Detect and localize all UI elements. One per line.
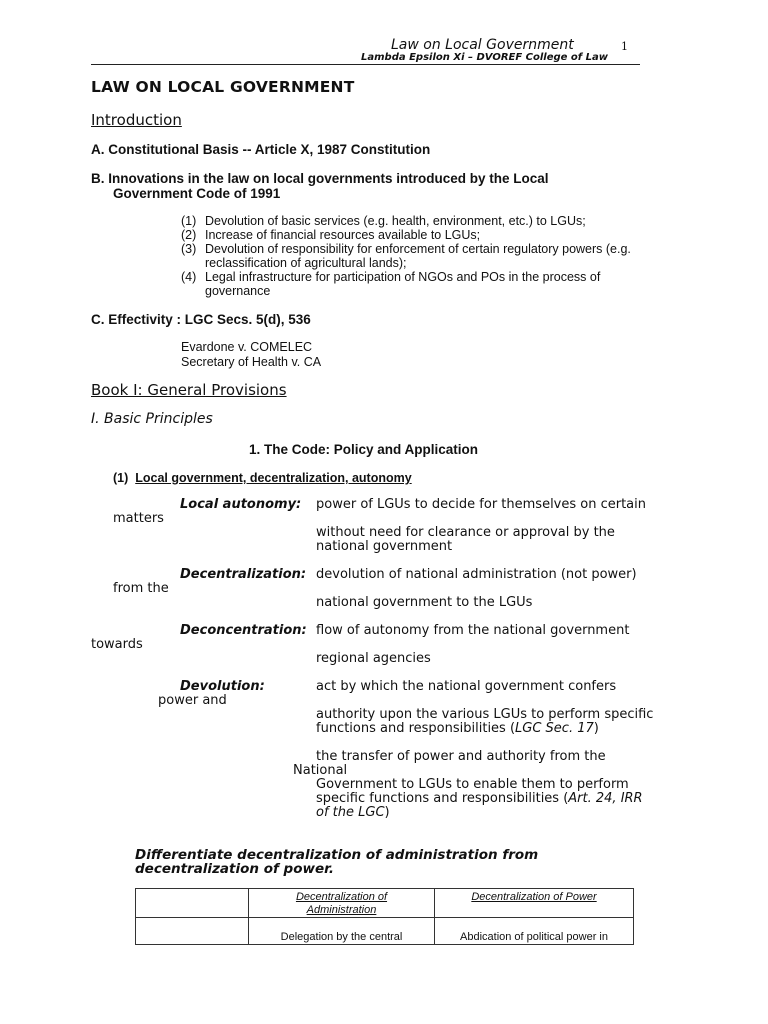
question-line1: Differentiate decentralization of administration from	[135, 847, 539, 863]
citation: LGC Sec. 17	[515, 721, 594, 736]
introduction-heading: Introduction	[91, 111, 182, 129]
term-devolution: Devolution:	[180, 679, 265, 694]
list-item-text-continued: reclassification of agricultural lands);	[205, 256, 407, 270]
table-cell	[136, 918, 249, 945]
definition-text: national government	[316, 539, 453, 554]
citation: of the LGC	[316, 805, 385, 820]
page-number: 1	[621, 40, 628, 53]
definition-wrap: National	[293, 763, 348, 778]
definition-wrap: power and	[158, 693, 227, 708]
table-header-cell	[136, 889, 249, 918]
list-item-text: Devolution of responsibility for enforcement of certain regulatory powers (e.g.	[205, 242, 631, 256]
subheading	[113, 471, 412, 485]
list-item-number: (1)	[181, 214, 197, 228]
term-local-autonomy: Local autonomy:	[180, 497, 302, 512]
definition-text: specific functions and responsibilities (Art. 24, IRR	[316, 791, 643, 806]
table-header-cell: Decentralization of Administration	[249, 889, 435, 918]
definition-text: power of LGUs to decide for themselves on certain	[316, 497, 647, 512]
definition-wrap: towards	[91, 637, 143, 652]
definition-text: authority upon the various LGUs to perform specific	[316, 707, 654, 722]
table-cell: Delegation by the central	[249, 918, 435, 945]
term-decentralization: Decentralization:	[180, 567, 307, 582]
section-b-line1: B. Innovations in the law on local governments introduced by the Local	[91, 171, 549, 186]
subheading-text: Local government, decentralization, autonomy	[135, 471, 412, 485]
definition-text: regional agencies	[316, 651, 431, 666]
book-heading: Book I: General Provisions	[91, 381, 287, 399]
list-item-text: Devolution of basic services (e.g. health, environment, etc.) to LGUs;	[205, 214, 586, 228]
code-heading: 1. The Code: Policy and Application	[249, 442, 479, 457]
table-row	[136, 918, 634, 945]
comparison-table	[135, 888, 634, 945]
running-header-subtitle: Lambda Epsilon Xi – DVOREF College of Law	[361, 52, 608, 63]
case-citation: Evardone v. COMELEC	[181, 340, 313, 354]
document-title: LAW ON LOCAL GOVERNMENT	[91, 78, 355, 96]
definition-text: without need for clearance or approval by the	[316, 525, 615, 540]
section-a: A. Constitutional Basis -- Article X, 1987 Constitution	[91, 142, 431, 157]
running-header-title: Law on Local Government	[391, 37, 574, 53]
subheading-number: (1)	[113, 471, 129, 485]
question-line2: decentralization of power.	[135, 861, 334, 877]
section-b-line2: Government Code of 1991	[113, 186, 281, 201]
term-deconcentration: Deconcentration:	[180, 623, 307, 638]
definition-text: functions and responsibilities (LGC Sec. 17)	[316, 721, 599, 736]
section-c: C. Effectivity : LGC Secs. 5(d), 536	[91, 312, 311, 327]
definition-text: Government to LGUs to enable them to perform	[316, 777, 629, 792]
list-item-text-continued: governance	[205, 284, 271, 298]
definition-text: the transfer of power and authority from the	[316, 749, 606, 764]
list-item-text: Increase of financial resources available to LGUs;	[205, 228, 481, 242]
table-header-row	[136, 889, 634, 918]
definition-text: devolution of national administration (not power)	[316, 567, 637, 582]
definition-text: act by which the national government confers	[316, 679, 617, 694]
header-rule	[91, 64, 640, 65]
list-item-number: (3)	[181, 242, 197, 256]
citation: Art. 24, IRR	[568, 791, 643, 806]
definition-text: of the LGC)	[316, 805, 390, 820]
table-header-cell: Decentralization of Power	[435, 889, 634, 918]
case-citation: Secretary of Health v. CA	[181, 355, 322, 369]
list-item-text: Legal infrastructure for participation of NGOs and POs in the process of	[205, 270, 601, 284]
definition-wrap: matters	[113, 511, 164, 526]
list-item-number: (4)	[181, 270, 197, 284]
part-heading: I. Basic Principles	[91, 411, 213, 427]
definition-text: flow of autonomy from the national government	[316, 623, 630, 638]
definition-wrap: from the	[113, 581, 169, 596]
list-item-number: (2)	[181, 228, 197, 242]
table-cell: Abdication of political power in	[435, 918, 634, 945]
definition-text: national government to the LGUs	[316, 595, 533, 610]
